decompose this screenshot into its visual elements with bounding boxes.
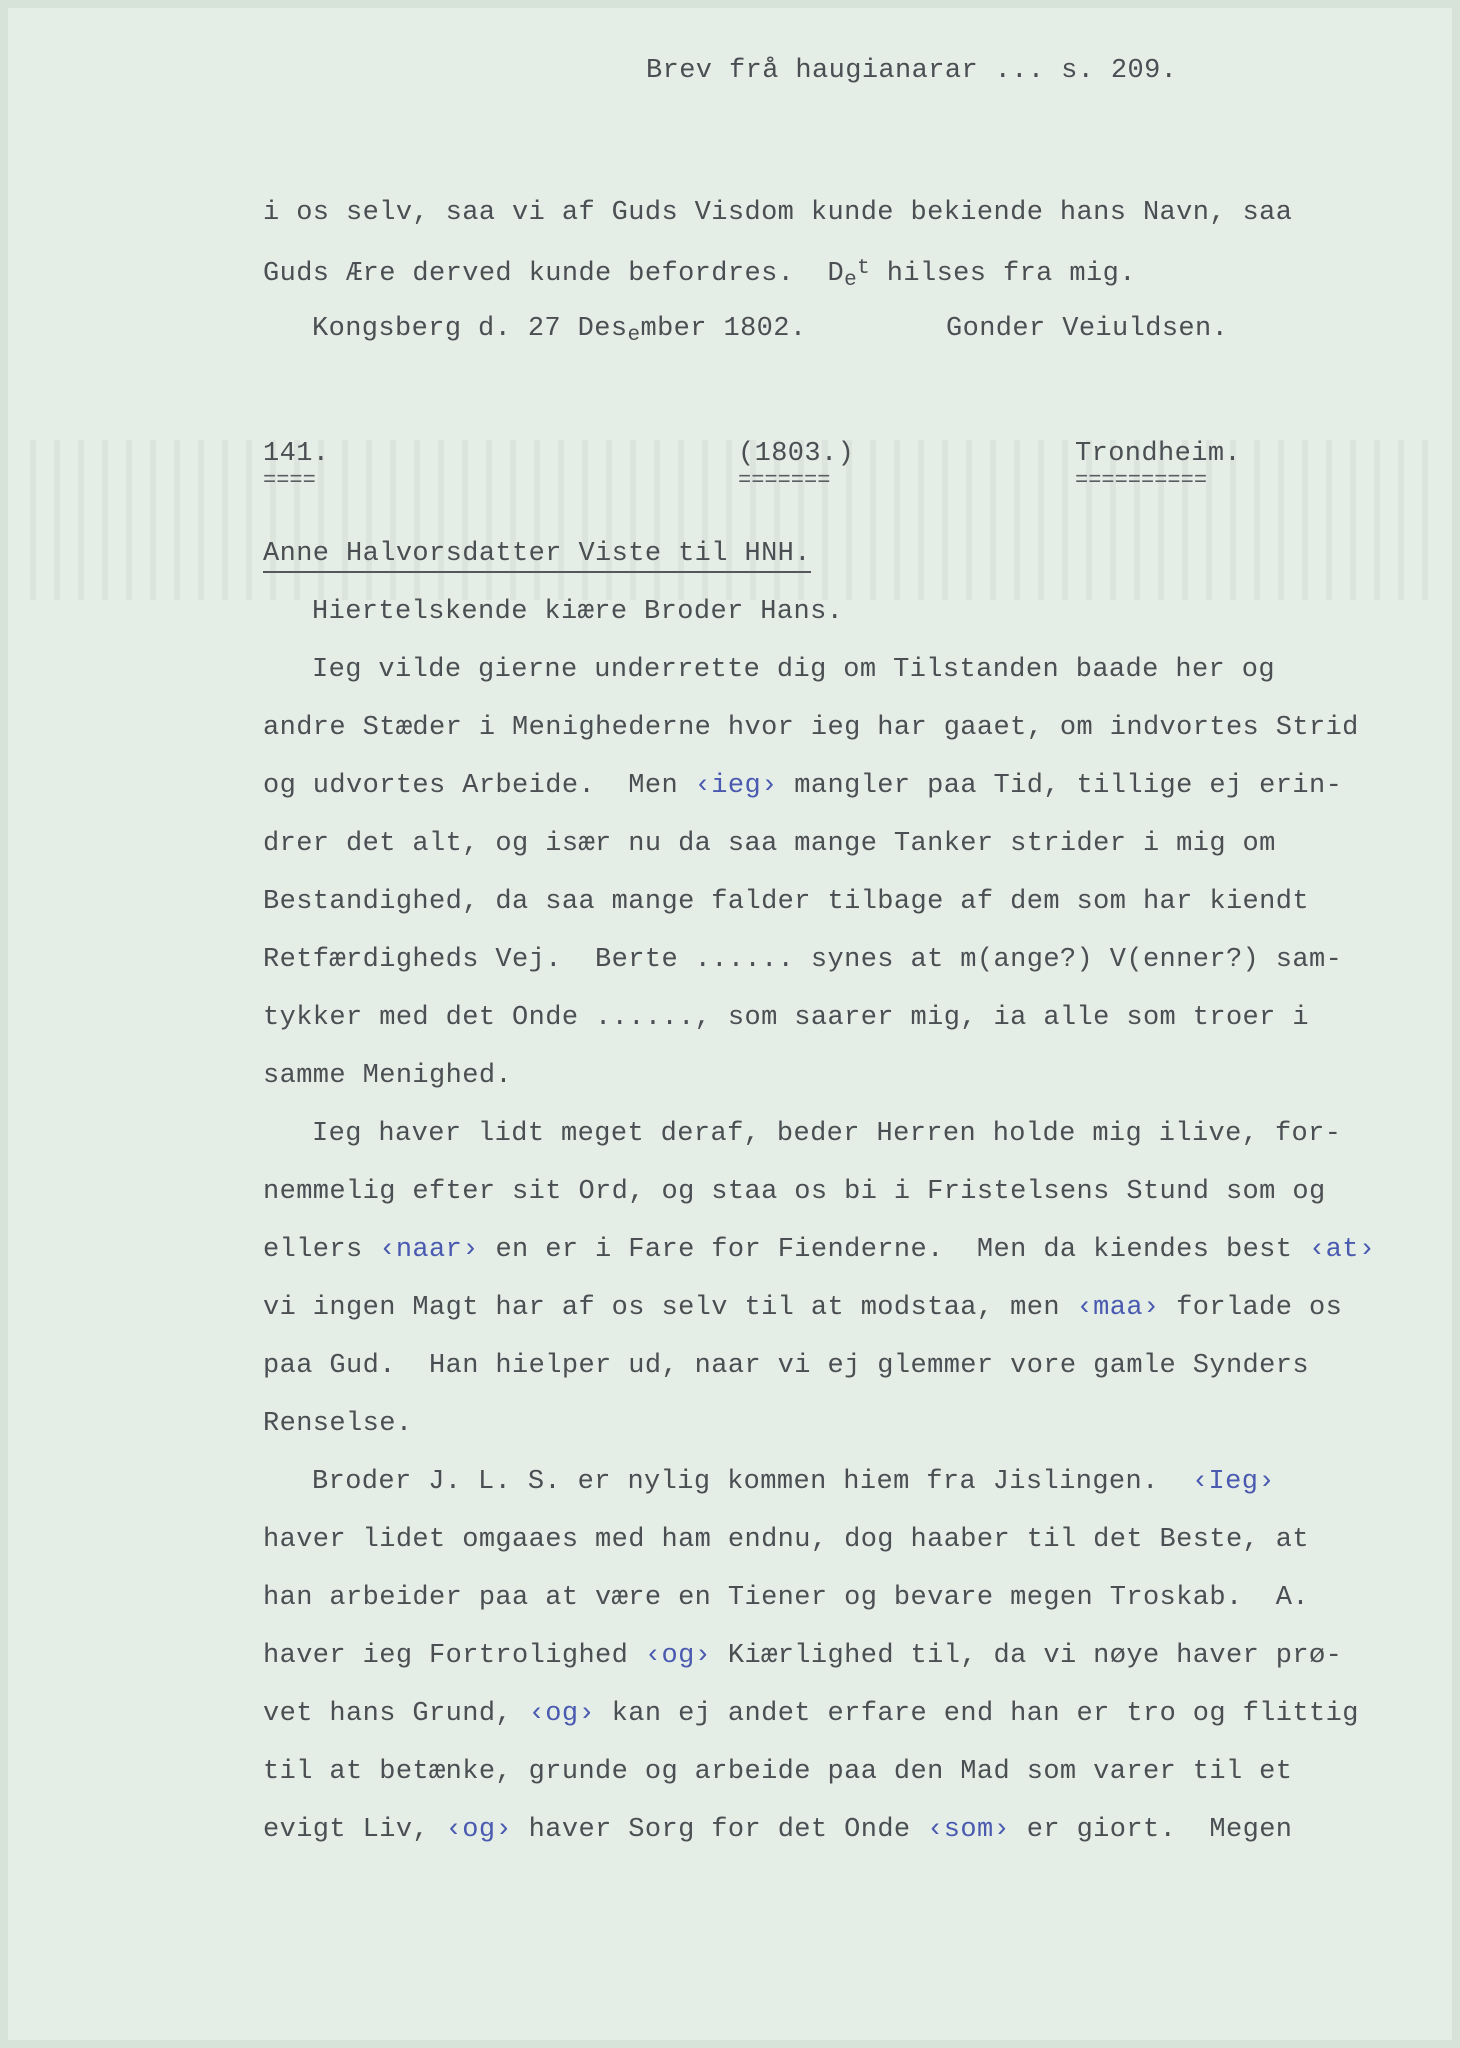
editor-insert: ‹maa›: [1076, 1293, 1160, 1323]
letter-number: 141.: [263, 439, 330, 469]
body-line-7: tykker med det Onde ......, som saarer mig, ia alle som troer i: [263, 1003, 1309, 1033]
body-line-21: evigt Liv, ‹og› haver Sorg for det Onde ‹som› er giort. Megen: [263, 1815, 1293, 1845]
editor-insert: ‹og›: [528, 1699, 596, 1729]
prev-line-2: Guds Ære derved kunde befordres. $D_e^t$ hilses fra mig.: [263, 257, 1136, 292]
body-line-5: Bestandighed, da saa mange falder tilbage af dem som har kiendt: [263, 887, 1309, 917]
prev-signature: Gonder Veiuldsen.: [946, 314, 1229, 344]
body-line-14: Renselse.: [263, 1409, 413, 1439]
editor-insert: ‹naar›: [379, 1235, 479, 1265]
letter-greeting: Hiertelskende kiære Broder Hans.: [312, 597, 844, 627]
editor-insert: ‹ieg›: [694, 771, 778, 801]
body-line-17: han arbeider paa at være en Tiener og bevare megen Troskab. A.: [263, 1583, 1309, 1613]
editor-insert: ‹at›: [1308, 1235, 1376, 1265]
body-line-20: til at betænke, grunde og arbeide paa den Mad som varer til et: [263, 1757, 1293, 1787]
body-line-11: ellers ‹naar› en er i Fare for Fienderne. Men da kiendes best ‹at›: [263, 1235, 1376, 1265]
body-line-8: samme Menighed.: [263, 1061, 513, 1091]
editor-insert: ‹og›: [644, 1641, 712, 1671]
body-line-9: Ieg haver lidt meget deraf, beder Herren holde mig ilive, for-: [312, 1119, 1342, 1149]
body-line-18: haver ieg Fortrolighed ‹og› Kiærlighed til, da vi nøye haver prø-: [263, 1641, 1343, 1671]
body-line-3: og udvortes Arbeide. Men ‹ieg› mangler paa Tid, tillige ej erin-: [263, 771, 1343, 801]
body-line-10: nemmelig efter sit Ord, og staa os bi i Fristelsens Stund som og: [263, 1177, 1326, 1207]
body-line-6: Retfærdigheds Vej. Berte ...... synes at m(ange?) V(enner?) sam-: [263, 945, 1343, 975]
body-line-4: drer det alt, og især nu da saa mange Tanker strider i mig om: [263, 829, 1276, 859]
body-line-1: Ieg vilde gierne underrette dig om Tilstanden baade her og: [312, 655, 1275, 685]
prev-place-date: Kongsberg d. 27 Des$_e$mber 1802.: [312, 314, 807, 347]
editor-insert: ‹som›: [927, 1815, 1011, 1845]
body-line-16: haver lidet omgaaes med ham endnu, dog haaber til det Beste, at: [263, 1525, 1309, 1555]
letter-place: Trondheim.: [1075, 439, 1242, 469]
body-line-2: andre Stæder i Menighederne hvor ieg har gaaet, om indvortes Strid: [263, 713, 1359, 743]
editor-insert: ‹og›: [445, 1815, 513, 1845]
body-line-15: Broder J. L. S. er nylig kommen hiem fra Jislingen. ‹Ieg›: [312, 1467, 1275, 1497]
body-line-12: vi ingen Magt har af os selv til at modstaa, men ‹maa› forlade os: [263, 1293, 1343, 1323]
editor-insert: ‹Ieg›: [1191, 1467, 1275, 1497]
letter-place-rule: ==========: [1075, 468, 1208, 493]
letter-title: Anne Halvorsdatter Viste til HNH.: [263, 541, 811, 573]
prev-line-1: i os selv, saa vi af Guds Visdom kunde bekiende hans Navn, saa: [263, 198, 1293, 228]
letter-number-rule: ====: [263, 468, 316, 493]
body-line-13: paa Gud. Han hielper ud, naar vi ej glemmer vore gamle Synders: [263, 1351, 1309, 1381]
letter-year: (1803.): [738, 439, 855, 469]
running-title: Brev frå haugianarar ... s. 209.: [646, 56, 1178, 86]
letter-year-rule: =======: [738, 468, 831, 493]
body-line-19: vet hans Grund, ‹og› kan ej andet erfare end han er tro og flittig: [263, 1699, 1359, 1729]
